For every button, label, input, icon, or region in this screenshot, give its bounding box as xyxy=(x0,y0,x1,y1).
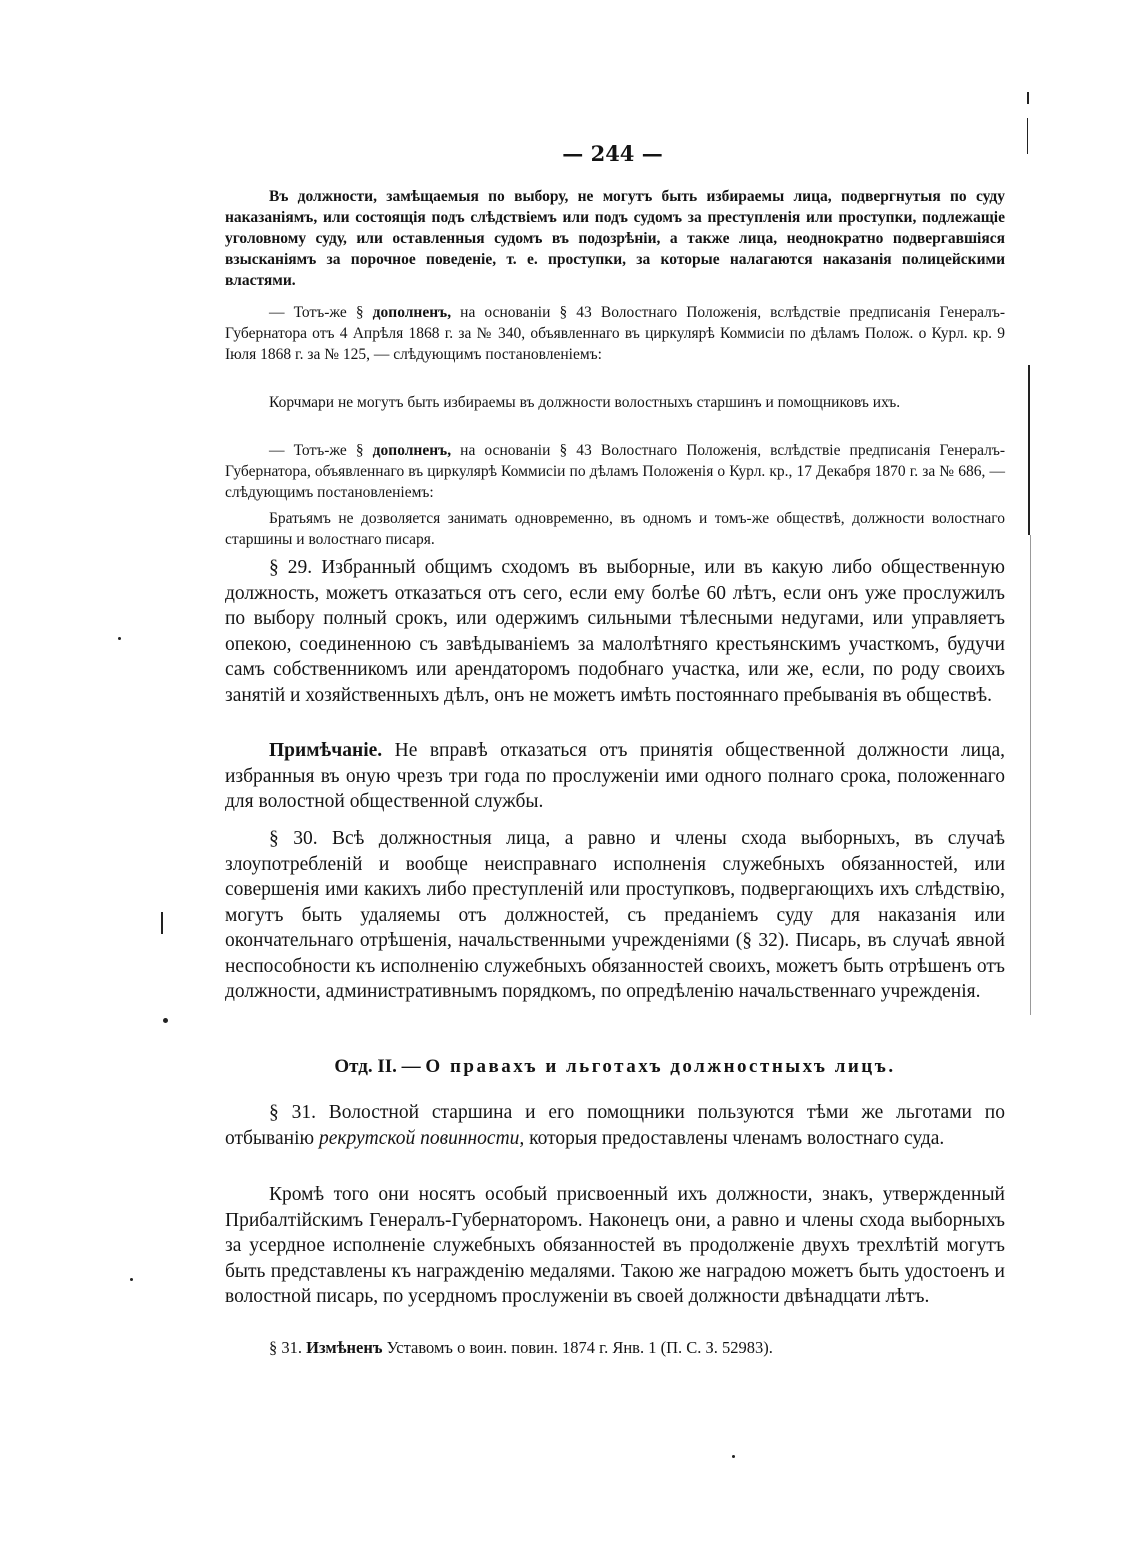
footnote-keyword: Измѣненъ xyxy=(306,1338,383,1357)
paragraph-section-31 xyxy=(225,1100,1005,1151)
amendment-1868-text: на основаніи § 43 Волостнаго Положенія, вслѣдствіе предписанія Генералъ-Губернатора отъ 4 Апрѣля 1868 г. за № 340, объявленнаго въ циркулярѣ Коммисіи по дѣламъ Полож. о Курл. кр. 9 Іюля 1868 г. за № 125, — слѣдующимъ постановленіемъ: xyxy=(225,304,1005,363)
footnote-text xyxy=(225,1337,1005,1358)
section-29 xyxy=(225,555,1005,708)
scan-speck xyxy=(118,637,121,640)
section-31-text-start: § 31. Волостной старшина и его помощники пользуются тѣми же льготами по отбыванію xyxy=(225,1102,1005,1149)
scan-speck xyxy=(130,1278,133,1281)
amendment-1868-keyword: дополненъ, xyxy=(372,304,452,321)
brothers-rule xyxy=(225,508,1005,550)
footnote xyxy=(225,1337,1005,1358)
section-30 xyxy=(225,826,1005,1005)
section-31 xyxy=(225,1100,1005,1151)
insignia-paragraph xyxy=(225,1182,1005,1310)
paragraph-brothers: Братьямъ не дозволяется занимать одновременно, въ одномъ и томъ-же обществѣ, должности волостнаго старшины и волостнаго писаря. xyxy=(225,510,1005,548)
heading-title: О правахъ и льготахъ должностныхъ лицъ. xyxy=(425,1056,896,1077)
footnote-section: § 31. xyxy=(269,1338,302,1357)
paragraph-note xyxy=(225,738,1005,815)
section-31-text-end: которыя предоставлены членамъ волостнаго суда. xyxy=(529,1127,945,1149)
paragraph-ineligible-persons: Въ должности, замѣщаемыя по выбору, не могутъ быть избираемы лица, подвергнутыя по суду наказаніямъ, или состоящія подъ слѣдствіемъ или подъ судомъ за преступленія или проступки, подлежащіе уголовному суду, или оставленныя судомъ въ подозрѣніи, а также лица, неоднократно подвергавшіяся взысканіямъ за порочное поведеніе, т. е. проступки, за которые налагаются наказанія полицейскими властями. xyxy=(225,188,1005,289)
paragraph-amendment-1870 xyxy=(225,440,1005,503)
scan-speck xyxy=(732,1455,735,1458)
note-label: Примѣчаніе. xyxy=(269,740,383,761)
footnote-reference: Уставомъ о воин. повин. 1874 г. Янв. 1 (П. С. З. 52983). xyxy=(386,1338,773,1357)
section-heading xyxy=(225,1056,1005,1078)
scan-edge-mark xyxy=(1030,535,1031,1015)
page-number: — 244 — xyxy=(562,141,663,166)
amendment-1868-prefix: — Тотъ-же § xyxy=(269,304,364,321)
scan-speck xyxy=(163,1018,168,1023)
paragraph-insignia-medals: Кромѣ того они носятъ особый присвоенный ихъ должности, знакъ, утвержденный Прибалтійскимъ Генералъ-Губернаторомъ. Наконецъ они, а равно и члены схода выборныхъ за усердное исполненіе служебныхъ обязанностей въ продолженіе двухъ трехлѣтій могутъ быть представлены къ награжденію медалями. Такою же наградою можетъ быть удостоенъ и волостной писарь, по усердномъ прослуженіи въ своей должности двѣнадцати лѣтъ. xyxy=(225,1184,1005,1307)
amendment-1870-keyword: дополненъ, xyxy=(372,442,452,459)
paragraph-amendment-1868 xyxy=(225,302,1005,365)
note xyxy=(225,738,1005,815)
eligibility-paragraph xyxy=(225,186,1005,291)
paragraph-tavern-keepers: Корчмари не могутъ быть избираемы въ должности волостныхъ старшинъ и помощниковъ ихъ. xyxy=(269,394,901,411)
scan-edge-mark xyxy=(1027,92,1029,104)
amendment-1868 xyxy=(225,302,1005,365)
section-31-italic: рекрутской повинности, xyxy=(318,1127,525,1149)
scan-edge-mark xyxy=(1027,118,1028,154)
paragraph-section-29: § 29. Избранный общимъ сходомъ въ выборные, или въ какую либо общественную должность, можетъ отказаться отъ сего, если ему болѣе 60 лѣтъ, если онъ уже прослужилъ по выбору полный срокъ, или одержимъ сильными тѣлесными недугами, или управляетъ опекою, соединенною съ завѣдываніемъ за малолѣтняго крестьянскимъ участкомъ, будучи самъ собственникомъ или арендаторомъ подобнаго участка, или же, если, по роду своихъ занятій и хозяйственныхъ дѣлъ, онъ не можетъ имѣть постояннаго пребыванія въ обществѣ. xyxy=(225,557,1005,706)
paragraph-section-30: § 30. Всѣ должностныя лица, а равно и члены схода выборныхъ, въ случаѣ злоупотребленій и вообще неисправнаго исполненія служебныхъ обязанностей, или совершенія ими какихъ либо преступленій или проступковъ, подвергающихъ ихъ слѣдствію, могутъ быть удаляемы отъ должностей, съ преданіемъ суду для наказанія или окончательнаго отрѣшенія, начальственными учрежденіями (§ 32). Писарь, въ случаѣ явной неспособности къ исполненію служебныхъ обязанностей своихъ, можетъ быть отрѣшенъ отъ должности, административнымъ порядкомъ, по опредѣленію начальственнаго учрежденія. xyxy=(225,828,1005,1002)
amendment-1870 xyxy=(225,440,1005,503)
amendment-1870-prefix: — Тотъ-же § xyxy=(269,442,364,459)
scan-margin-mark xyxy=(161,912,163,934)
scan-edge-mark xyxy=(1028,365,1030,535)
amendment-1870-text: на основаніи § 43 Волостнаго Положенія, вслѣдствіе предписанія Генералъ-Губернатора, объявленнаго въ циркулярѣ Коммисіи по дѣламъ Положенія о Курл. кр., 17 Декабря 1870 г. за № 686, — слѣдующимъ постановленіемъ: xyxy=(225,442,1005,501)
note-text: Не вправѣ отказаться отъ принятія общественной должности лица, избранныя въ оную чрезъ три года по прослуженіи ими одного полнаго срока, положеннаго для волостной общественной службы. xyxy=(225,740,1005,812)
heading-prefix: Отд. II. — xyxy=(334,1056,421,1077)
tavern-keepers-rule xyxy=(225,392,1005,413)
